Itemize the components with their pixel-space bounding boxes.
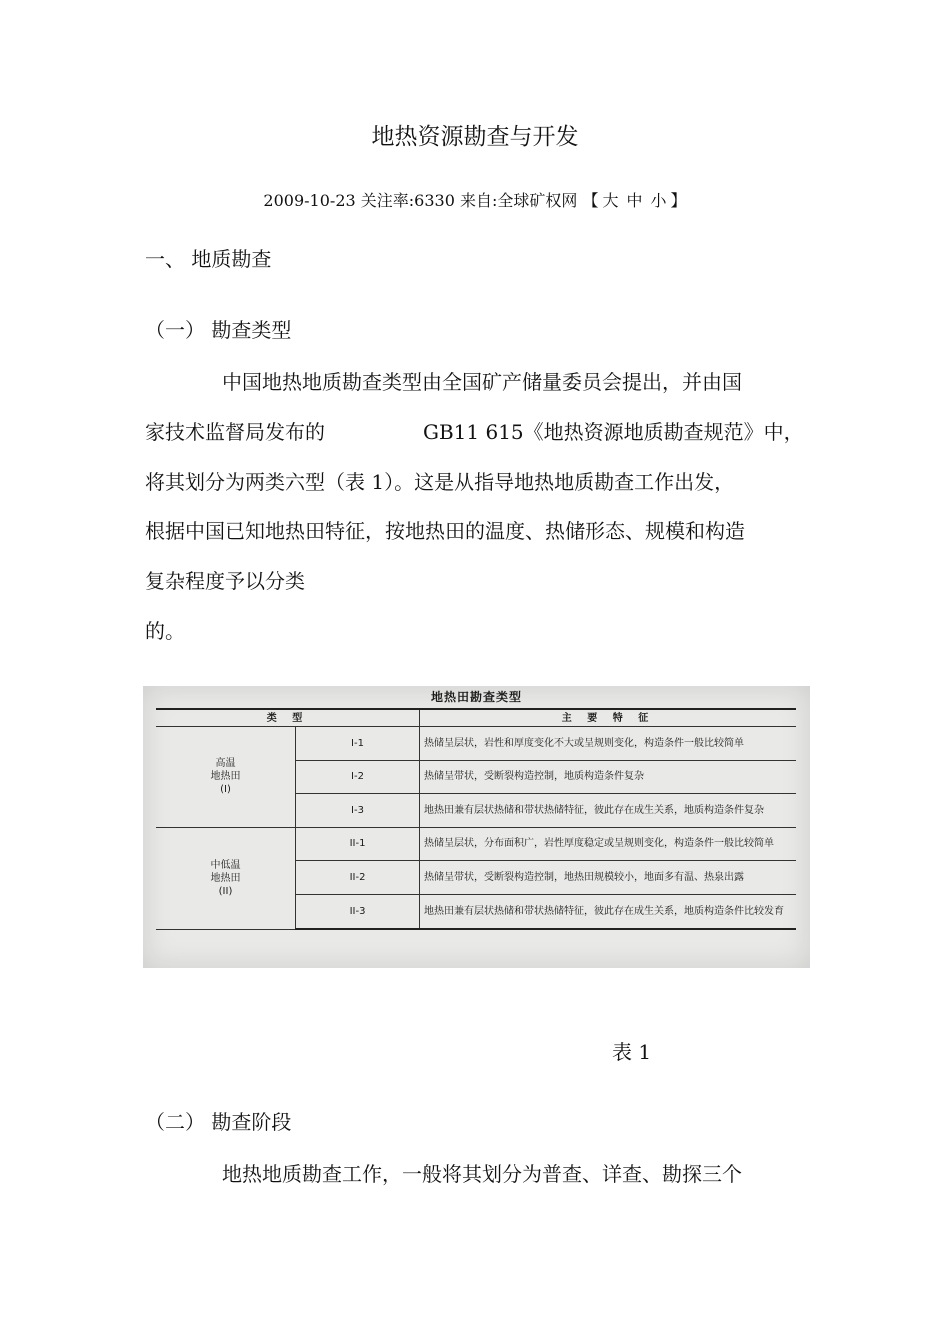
- table-header-type: 类 型: [156, 709, 420, 727]
- group-label-high-temp: 高温 地热田 (I): [156, 727, 296, 828]
- group-label-mid-low-temp: 中低温 地热田 (II): [156, 827, 296, 929]
- view-count: 关注率:6330: [360, 191, 455, 210]
- type-code: I-2: [296, 760, 420, 794]
- paragraph-line: 复杂程度予以分类: [145, 569, 305, 593]
- paragraph-line: GB11 615《地热资源地质勘查规范》中，: [423, 420, 804, 444]
- paragraph-line: 根据中国已知地热田特征，按地热田的温度、热储形态、规模和构造: [145, 519, 745, 543]
- figure-table-title: 地热田勘查类型: [430, 690, 522, 704]
- type-feature: 地热田兼有层状热储和带状热储特征，彼此存在成生关系，地质构造条件复杂: [420, 794, 797, 828]
- type-code: II-1: [296, 827, 420, 861]
- type-code: II-2: [296, 861, 420, 895]
- font-size-medium-link[interactable]: 中: [626, 191, 643, 210]
- paragraph-line: 中国地热地质勘查类型由全国矿产储量委员会提出，并由国: [222, 370, 742, 394]
- publish-date: 2009-10-23: [263, 191, 356, 210]
- type-feature: 热储呈带状，受断裂构造控制，地热田规模较小，地面多有温、热泉出露: [420, 861, 797, 895]
- paragraph-line: 的。: [145, 619, 185, 643]
- table-row: [156, 727, 796, 761]
- type-code: I-1: [296, 727, 420, 761]
- type-feature: 热储呈带状，受断裂构造控制，地质构造条件复杂: [420, 760, 797, 794]
- bracket-open: 【: [582, 191, 599, 210]
- survey-type-table: [156, 708, 796, 930]
- subsection-heading-survey-stages: （二） 勘查阶段: [145, 1110, 292, 1134]
- type-feature: 热储呈层状，岩性和厚度变化不大或呈规则变化，构造条件一般比较简单: [420, 727, 797, 761]
- type-code: I-3: [296, 794, 420, 828]
- font-size-small-link[interactable]: 小: [650, 191, 667, 210]
- bracket-close: 】: [670, 191, 687, 210]
- paragraph-line: 地热地质勘查工作，一般将其划分为普查、详查、勘探三个: [222, 1162, 742, 1186]
- font-size-switcher: [582, 191, 686, 210]
- table-caption: 表 1: [612, 1040, 652, 1064]
- type-feature: 地热田兼有层状热储和带状热储特征，彼此存在成生关系，地质构造条件比较发育: [420, 894, 797, 929]
- survey-type-table-figure: [143, 686, 810, 968]
- table-header-features: 主 要 特 征: [420, 709, 797, 727]
- subsection-heading-survey-types: （一） 勘查类型: [145, 318, 292, 342]
- page-title: 地热资源勘查与开发: [371, 124, 579, 150]
- table-row: [156, 827, 796, 861]
- type-feature: 热储呈层状，分布面积广，岩性厚度稳定或呈规则变化，构造条件一般比较简单: [420, 827, 797, 861]
- source-label: 来自:全球矿权网: [459, 191, 578, 210]
- paragraph-line: 将其划分为两类六型（表 1）。这是从指导地热地质勘查工作出发，: [145, 470, 735, 494]
- font-size-large-link[interactable]: 大: [602, 191, 619, 210]
- section-heading-geological-survey: 一、 地质勘查: [145, 247, 272, 271]
- paragraph-line: 家技术监督局发布的: [145, 420, 325, 444]
- article-meta: [0, 188, 950, 211]
- type-code: II-3: [296, 894, 420, 929]
